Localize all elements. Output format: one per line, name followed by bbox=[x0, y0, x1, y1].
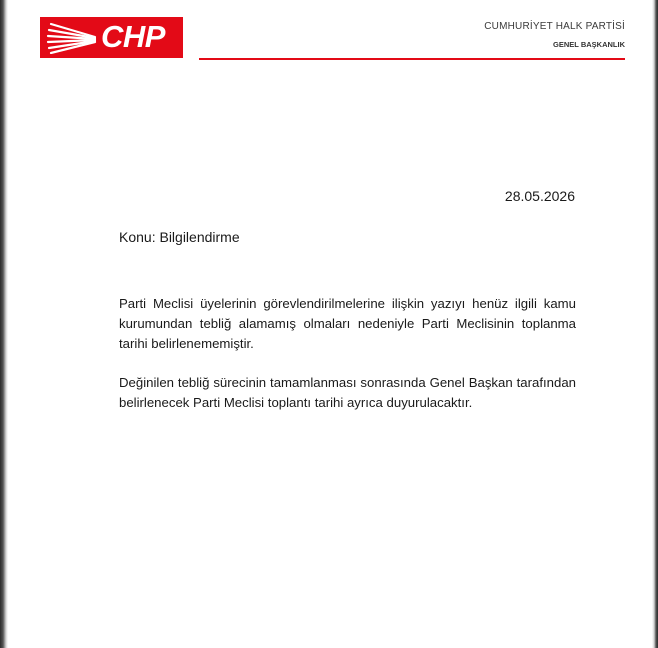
scan-edge-left bbox=[0, 0, 8, 648]
department-name: GENEL BAŞKANLIK bbox=[553, 40, 625, 49]
scan-edge-right bbox=[652, 0, 658, 648]
chp-logo bbox=[40, 17, 183, 58]
header-divider bbox=[199, 58, 625, 60]
letter-paragraph: Değinilen tebliğ sürecinin tamamlanması sonrasında Genel Başkan tarafından belirlenecek Parti Meclisi toplantı tarihi ayrıca duyurulacaktır. bbox=[119, 375, 576, 410]
letter-subject: Konu: Bilgilendirme bbox=[119, 229, 240, 245]
letter-paragraph: Parti Meclisi üyelerinin görevlendirilmelerine ilişkin yazıyı henüz ilgili kamu kurumundan tebliğ alamamış olmaları nedeniyle Parti Meclisinin toplanma tarihi belirlenememiştir. bbox=[119, 296, 576, 351]
logo-text: CHP bbox=[101, 19, 165, 54]
organization-name: CUMHURİYET HALK PARTİSİ bbox=[484, 21, 625, 32]
six-arrows-icon bbox=[45, 21, 99, 54]
letter-date: 28.05.2026 bbox=[504, 188, 575, 204]
